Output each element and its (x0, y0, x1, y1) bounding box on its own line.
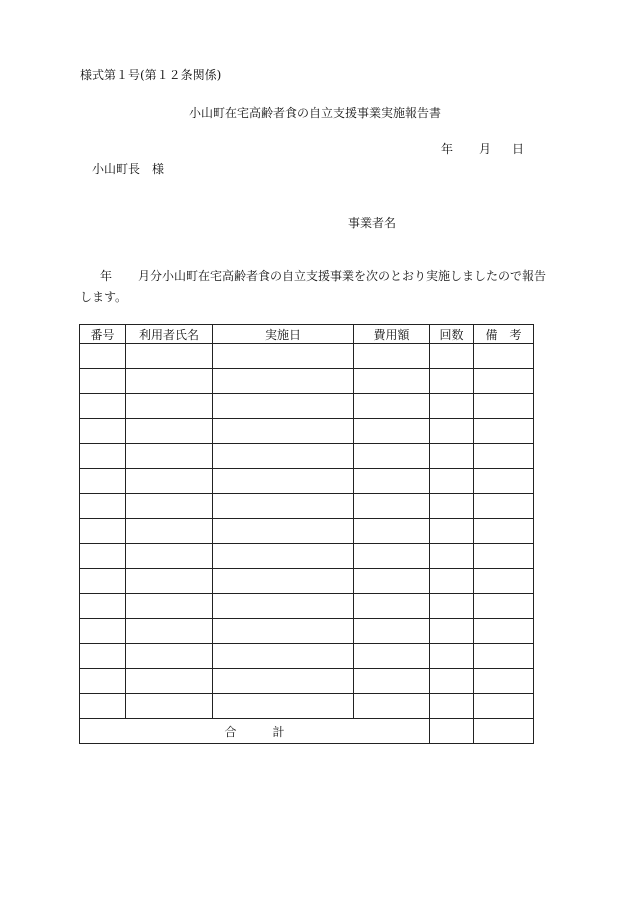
table-row (80, 394, 534, 419)
date-cell[interactable] (213, 394, 354, 419)
remarks-cell[interactable] (474, 694, 534, 719)
user-name-cell[interactable] (126, 694, 213, 719)
date-cell[interactable] (213, 519, 354, 544)
table-row (80, 619, 534, 644)
table-row (80, 519, 534, 544)
date-month-label: 月 (479, 142, 492, 156)
date-cell[interactable] (213, 344, 354, 369)
user-name-cell[interactable] (126, 594, 213, 619)
table-row (80, 694, 534, 719)
user-name-cell[interactable] (126, 419, 213, 444)
cost-cell[interactable] (354, 469, 430, 494)
table-row (80, 544, 534, 569)
cost-cell[interactable] (354, 519, 430, 544)
number-cell[interactable] (80, 594, 126, 619)
number-cell[interactable] (80, 519, 126, 544)
count-cell[interactable] (430, 469, 474, 494)
count-cell[interactable] (430, 494, 474, 519)
number-cell[interactable] (80, 669, 126, 694)
document-title: 小山町在宅高齢者食の自立支援事業実施報告書 (188, 106, 441, 120)
remarks-cell[interactable] (474, 619, 534, 644)
remarks-cell[interactable] (474, 444, 534, 469)
number-cell[interactable] (80, 444, 126, 469)
number-cell[interactable] (80, 344, 126, 369)
report-table (79, 324, 534, 744)
count-cell[interactable] (430, 369, 474, 394)
number-cell[interactable] (80, 369, 126, 394)
user-name-cell[interactable] (126, 344, 213, 369)
header-number: 番号 (80, 325, 126, 344)
cost-cell[interactable] (354, 619, 430, 644)
user-name-cell[interactable] (126, 444, 213, 469)
header-count: 回数 (430, 325, 474, 344)
statement-text: 月分小山町在宅高齢者食の自立支援事業を次のとおり実施しましたので報告します。 (80, 269, 547, 304)
count-cell[interactable] (430, 569, 474, 594)
table-body (80, 344, 534, 719)
total-count-cell[interactable] (430, 719, 474, 744)
count-cell[interactable] (430, 594, 474, 619)
cost-cell[interactable] (354, 544, 430, 569)
number-cell[interactable] (80, 694, 126, 719)
cost-cell[interactable] (354, 344, 430, 369)
date-cell[interactable] (213, 669, 354, 694)
date-cell[interactable] (213, 419, 354, 444)
count-cell[interactable] (430, 344, 474, 369)
remarks-cell[interactable] (474, 369, 534, 394)
user-name-cell[interactable] (126, 644, 213, 669)
table-row (80, 644, 534, 669)
date-cell[interactable] (213, 644, 354, 669)
number-cell[interactable] (80, 644, 126, 669)
date-cell[interactable] (213, 594, 354, 619)
cost-cell[interactable] (354, 419, 430, 444)
cost-cell[interactable] (354, 594, 430, 619)
date-cell[interactable] (213, 444, 354, 469)
remarks-cell[interactable] (474, 394, 534, 419)
table-row (80, 419, 534, 444)
addressee: 小山町長 様 (92, 162, 165, 176)
date-cell[interactable] (213, 369, 354, 394)
table-row (80, 369, 534, 394)
date-cell[interactable] (213, 544, 354, 569)
count-cell[interactable] (430, 519, 474, 544)
remarks-cell[interactable] (474, 644, 534, 669)
table-row (80, 444, 534, 469)
cost-cell[interactable] (354, 669, 430, 694)
user-name-cell[interactable] (126, 619, 213, 644)
remarks-cell[interactable] (474, 544, 534, 569)
remarks-cell[interactable] (474, 469, 534, 494)
remarks-cell[interactable] (474, 494, 534, 519)
number-cell[interactable] (80, 394, 126, 419)
date-day-label: 日 (512, 142, 525, 156)
table-row (80, 669, 534, 694)
cost-cell[interactable] (354, 644, 430, 669)
form-number: 様式第１号(第１２条関係) (80, 68, 222, 82)
count-cell[interactable] (430, 419, 474, 444)
count-cell[interactable] (430, 444, 474, 469)
table-row (80, 569, 534, 594)
business-name-label: 事業者名 (348, 216, 397, 230)
number-cell[interactable] (80, 469, 126, 494)
remarks-cell[interactable] (474, 519, 534, 544)
date-cell[interactable] (213, 694, 354, 719)
user-name-cell[interactable] (126, 494, 213, 519)
cost-cell[interactable] (354, 444, 430, 469)
count-cell[interactable] (430, 669, 474, 694)
table-row (80, 494, 534, 519)
user-name-cell[interactable] (126, 469, 213, 494)
cost-cell[interactable] (354, 694, 430, 719)
remarks-cell[interactable] (474, 669, 534, 694)
date-year-label: 年 (441, 142, 454, 156)
header-remarks: 備 考 (474, 325, 534, 344)
table-row (80, 344, 534, 369)
user-name-cell[interactable] (126, 669, 213, 694)
table-header-row (80, 325, 534, 344)
user-name-cell[interactable] (126, 569, 213, 594)
table-row (80, 469, 534, 494)
number-cell[interactable] (80, 544, 126, 569)
statement-year: 年 (100, 269, 113, 283)
cost-cell[interactable] (354, 369, 430, 394)
user-name-cell[interactable] (126, 519, 213, 544)
user-name-cell[interactable] (126, 394, 213, 419)
remarks-cell[interactable] (474, 594, 534, 619)
total-row (80, 719, 534, 744)
cost-cell[interactable] (354, 569, 430, 594)
count-cell[interactable] (430, 544, 474, 569)
total-label: 合 計 (80, 719, 430, 744)
table-row (80, 594, 534, 619)
number-cell[interactable] (80, 619, 126, 644)
user-name-cell[interactable] (126, 369, 213, 394)
count-cell[interactable] (430, 619, 474, 644)
header-user-name: 利用者氏名 (126, 325, 213, 344)
date-cell[interactable] (213, 469, 354, 494)
number-cell[interactable] (80, 494, 126, 519)
remarks-cell[interactable] (474, 344, 534, 369)
cost-cell[interactable] (354, 494, 430, 519)
count-cell[interactable] (430, 394, 474, 419)
date-cell[interactable] (213, 494, 354, 519)
cost-cell[interactable] (354, 394, 430, 419)
number-cell[interactable] (80, 569, 126, 594)
number-cell[interactable] (80, 419, 126, 444)
count-cell[interactable] (430, 644, 474, 669)
header-date: 実施日 (213, 325, 354, 344)
header-cost: 費用額 (354, 325, 430, 344)
date-cell[interactable] (213, 619, 354, 644)
remarks-cell[interactable] (474, 569, 534, 594)
count-cell[interactable] (430, 694, 474, 719)
total-remarks-cell[interactable] (474, 719, 534, 744)
user-name-cell[interactable] (126, 544, 213, 569)
date-cell[interactable] (213, 569, 354, 594)
report-statement (80, 266, 550, 308)
remarks-cell[interactable] (474, 419, 534, 444)
